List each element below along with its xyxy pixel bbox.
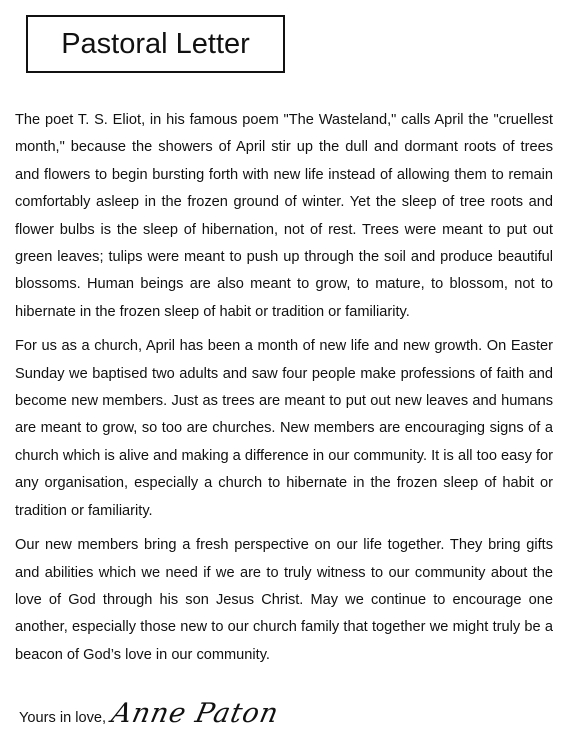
paragraph-3: Our new members bring a fresh perspective on our life together. They bring gifts and abilities which we need if we are to truly witness to our community about the love of God through his son Jesus Christ. May we continue to encourage one another, especially those new to our church family that together we might truly be a beacon of God’s love in our community. bbox=[15, 537, 553, 663]
title-box bbox=[26, 15, 285, 73]
paragraph-2: For us as a church, April has been a month of new life and new growth. On Easter Sunday we baptised two adults and saw four people make professions of faith and become new members. Just as trees are meant to put out new leaves and humans are meant to grow, so too are churches. New members are encouraging signs of a church which is alive and making a difference in our community. It is all too easy for any organisation, especially a church to hibernate in the frozen sleep of habit or tradition or familiarity. bbox=[15, 338, 553, 519]
paragraph-1: The poet T. S. Eliot, in his famous poem "The Wasteland," calls April the "cruellest month," because the showers of April stir up the dull and dormant roots of trees and flowers to begin bursting forth with new life instead of allowing them to remain comfortably asleep in the frozen ground of winter. Yet the sleep of tree roots and flower bulbs is the sleep of hibernation, not of rest. Trees were meant to put out green leaves; tulips were meant to push up through the soil and produce beautiful blossoms. Human beings are also meant to grow, to mature, to blossom, not to hibernate in the frozen sleep of habit or tradition or familiarity. bbox=[15, 112, 553, 320]
closing-text: Yours in love, bbox=[19, 710, 107, 726]
page-title: Pastoral Letter bbox=[61, 27, 250, 60]
letter-body bbox=[15, 107, 553, 676]
signature: Anne Paton bbox=[108, 698, 282, 729]
signoff bbox=[19, 698, 282, 729]
